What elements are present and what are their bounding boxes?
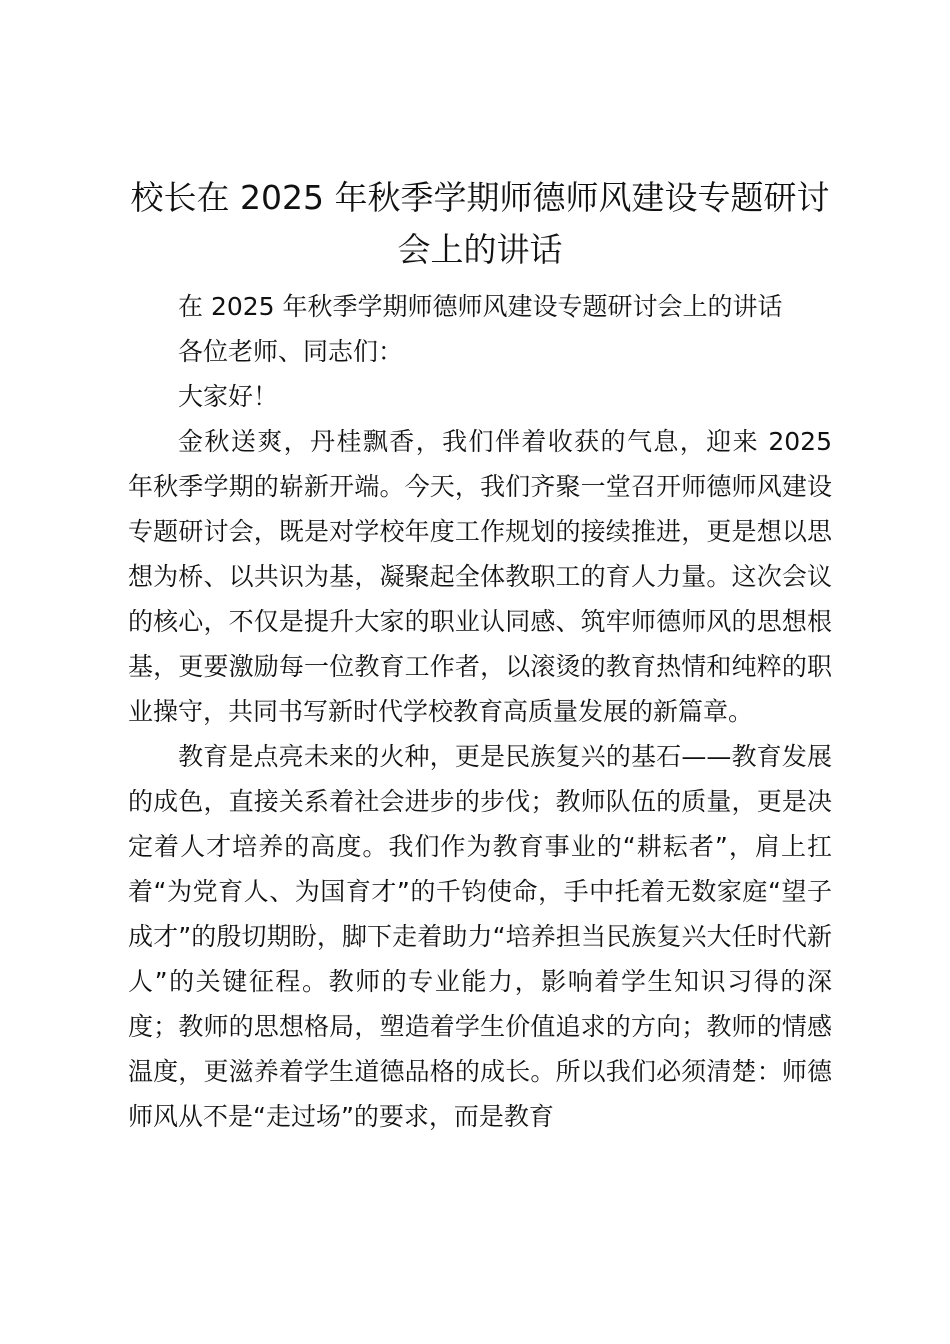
body-paragraph: 金秋送爽，丹桂飘香，我们伴着收获的气息，迎来 2025 年秋季学期的崭新开端。今天，我们齐聚一堂召开师德师风建设专题研讨会，既是对学校年度工作规划的接续推进，更是想以思想为桥、以共识为基，凝聚起全体教职工的育人力量。这次会议的核心，不仅是提升大家的职业认同感、筑牢师德师风的思想根基，更要激励每一位教育工作者，以滚烫的教育热情和纯粹的职业操守，共同书写新时代学校教育高质量发展的新篇章。	[128, 427, 832, 726]
salutation-paragraph: 各位老师、同志们：	[178, 337, 404, 366]
document-page	[128, 172, 832, 1139]
subtitle-paragraph: 在 2025 年秋季学期师德师风建设专题研讨会上的讲话	[178, 292, 783, 321]
greeting-paragraph: 大家好！	[178, 382, 279, 411]
document-title: 校长在 2025 年秋季学期师德师风建设专题研讨会上的讲话	[130, 178, 830, 269]
body-paragraph: 教育是点亮未来的火种，更是民族复兴的基石——教育发展的成色，直接关系着社会进步的步伐；教师队伍的质量，更是决定着人才培养的高度。我们作为教育事业的“耕耘者”，肩上扛着“为党育人、为国育才”的千钧使命，手中托着无数家庭“望子成才”的殷切期盼，脚下走着助力“培养担当民族复兴大任时代新人”的关键征程。教师的专业能力，影响着学生知识习得的深度；教师的思想格局，塑造着学生价值追求的方向；教师的情感温度，更滋养着学生道德品格的成长。所以我们必须清楚：师德师风从不是“走过场”的要求，而是教育	[128, 742, 832, 1131]
